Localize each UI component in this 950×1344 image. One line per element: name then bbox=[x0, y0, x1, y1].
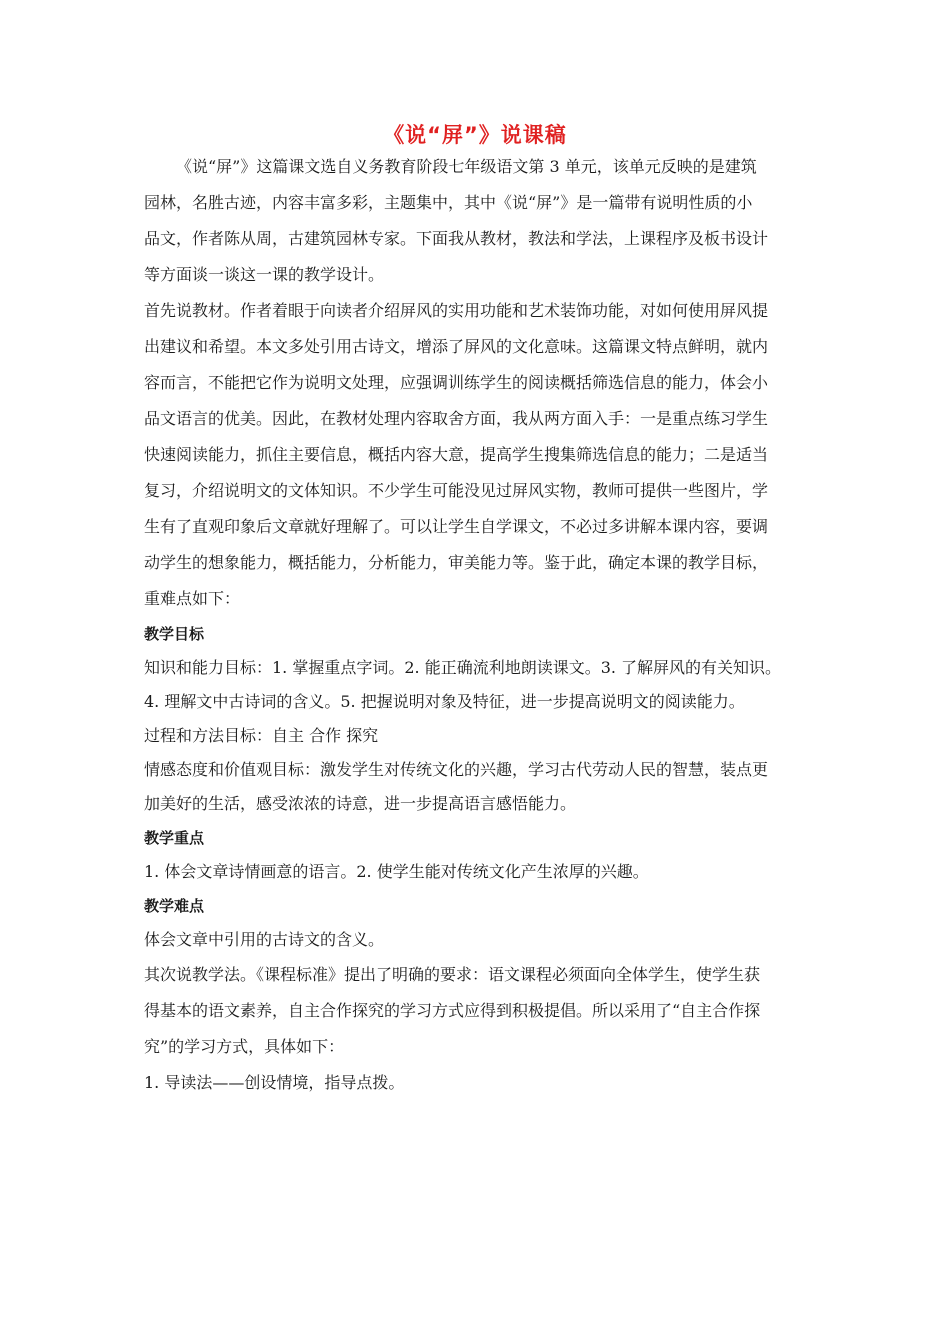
text-line: 情感态度和价值观目标：激发学生对传统文化的兴趣，学习古代劳动人民的智慧，装点更 bbox=[144, 760, 769, 779]
text-line: 究”的学习方式，具体如下： bbox=[144, 1037, 345, 1056]
goals-emotion bbox=[144, 753, 824, 821]
text-line: 复习，介绍说明文的文体知识。不少学生可能没见过屏风实物，教师可提供一些图片，学 bbox=[144, 481, 769, 500]
text-line: 动学生的想象能力，概括能力，分析能力，审美能力等。鉴于此，确定本课的教学目标， bbox=[144, 553, 769, 572]
text-line: 园林，名胜古迹，内容丰富多彩，主题集中，其中《说“屏”》是一篇带有说明性质的小 bbox=[144, 193, 753, 212]
document-body bbox=[144, 149, 824, 1101]
method-item: 1. 导读法——创设情境，指导点拨。 bbox=[144, 1073, 405, 1092]
text-line: 出建议和希望。本文多处引用古诗文，增添了屏风的文化意味。这篇课文特点鲜明，就内 bbox=[144, 337, 769, 356]
text-line: 重难点如下： bbox=[144, 589, 241, 608]
intro-paragraph bbox=[144, 149, 824, 185]
difficulty-text: 体会文章中引用的古诗文的含义。 bbox=[144, 930, 385, 949]
text-line: 容而言，不能把它作为说明文处理，应强调训练学生的阅读概括筛选信息的能力，体会小 bbox=[144, 373, 769, 392]
document-title: 《说“屏”》说课稿 bbox=[383, 123, 567, 147]
text-line: 首先说教材。作者着眼于向读者介绍屏风的实用功能和艺术装饰功能，对如何使用屏风提 bbox=[144, 301, 769, 320]
goals-process: 过程和方法目标：自主 合作 探究 bbox=[144, 726, 379, 745]
intro-paragraph-cont bbox=[144, 185, 824, 293]
key-points-text: 1. 体会文章诗情画意的语言。2. 使学生能对传统文化产生浓厚的兴趣。 bbox=[144, 862, 649, 881]
text-line: 4. 理解文中古诗词的含义。5. 把握说明对象及特征，进一步提高说明文的阅读能力。 bbox=[144, 692, 745, 711]
text-line: 知识和能力目标：1. 掌握重点字词。2. 能正确流利地朗读课文。3. 了解屏风的有关知识。 bbox=[144, 658, 782, 677]
goals-knowledge bbox=[144, 651, 824, 719]
material-paragraph bbox=[144, 293, 824, 617]
text-line: 《说“屏”》这篇课文选自义务教育阶段七年级语文第 3 单元，该单元反映的是建筑 bbox=[176, 157, 757, 176]
text-line: 生有了直观印象后文章就好理解了。可以让学生自学课文，不必过多讲解本课内容，要调 bbox=[144, 517, 769, 536]
goals-heading: 教学目标 bbox=[144, 625, 205, 643]
text-line: 加美好的生活，感受浓浓的诗意，进一步提高语言感悟能力。 bbox=[144, 794, 577, 813]
method-paragraph bbox=[144, 957, 824, 1065]
text-line: 得基本的语文素养，自主合作探究的学习方式应得到积极提倡。所以采用了“自主合作探 bbox=[144, 1001, 761, 1020]
text-line: 其次说教学法。《课程标准》提出了明确的要求：语文课程必须面向全体学生，使学生获 bbox=[144, 965, 761, 984]
text-line: 快速阅读能力，抓住主要信息，概括内容大意，提高学生搜集筛选信息的能力；二是适当 bbox=[144, 445, 769, 464]
text-line: 品文，作者陈从周，古建筑园林专家。下面我从教材，教法和学法，上课程序及板书设计 bbox=[144, 229, 769, 248]
difficulty-heading: 教学难点 bbox=[144, 897, 205, 915]
text-line: 等方面谈一谈这一课的教学设计。 bbox=[144, 265, 385, 284]
key-points-heading: 教学重点 bbox=[144, 829, 205, 847]
text-line: 品文语言的优美。因此，在教材处理内容取舍方面，我从两方面入手：一是重点练习学生 bbox=[144, 409, 769, 428]
